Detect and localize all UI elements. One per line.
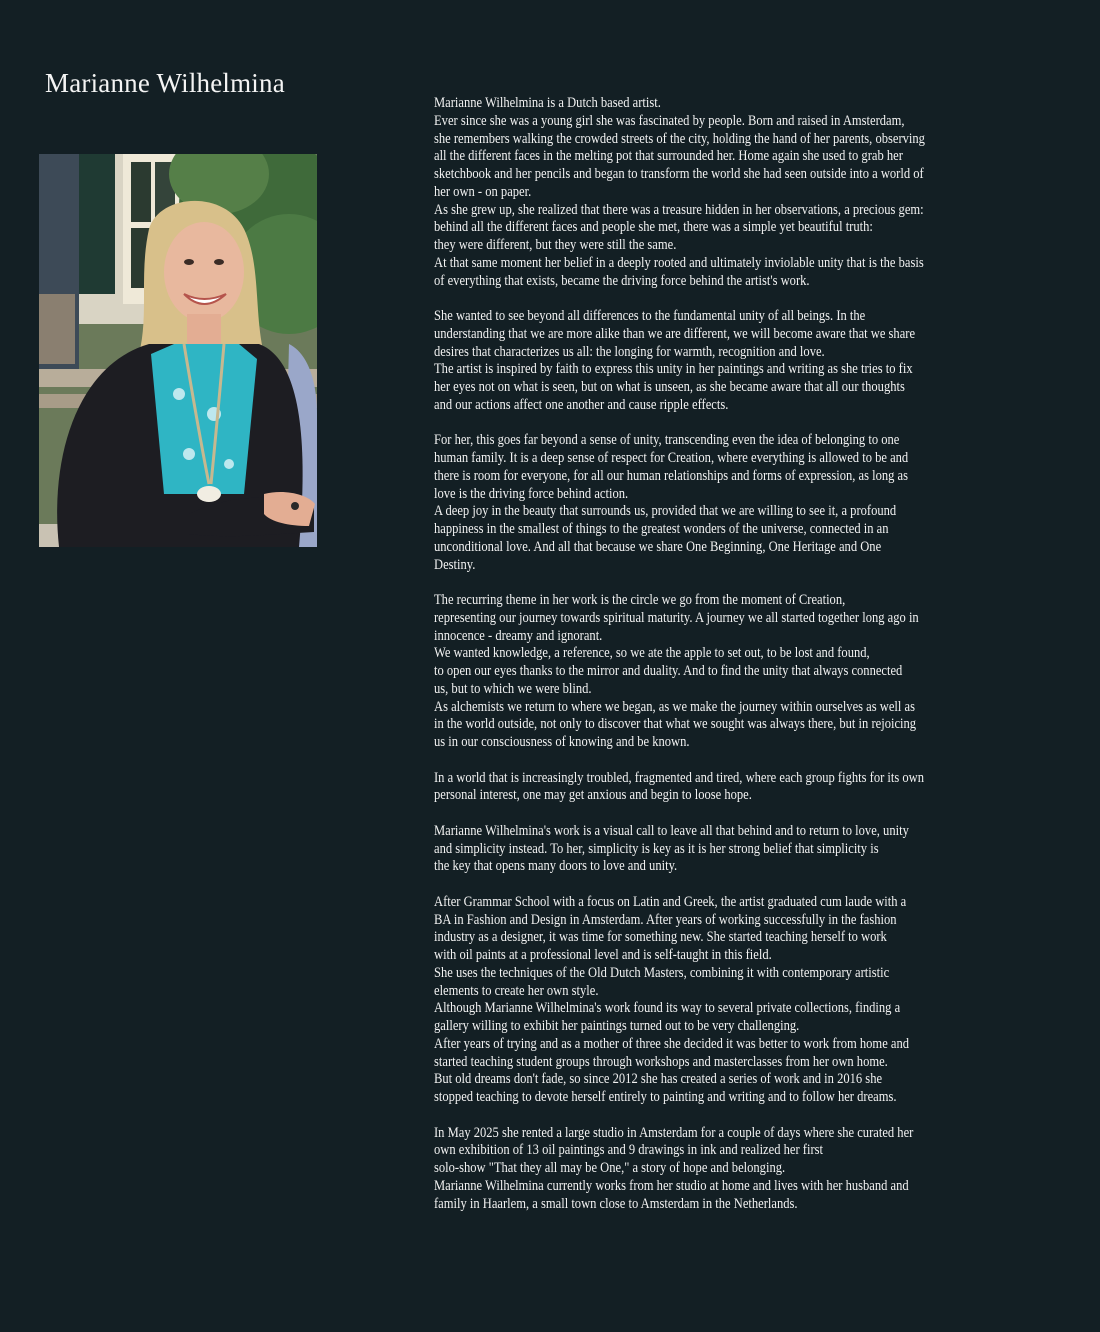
bio-line: Destiny. xyxy=(434,556,476,573)
bio-line: her eyes not on what is seen, but on what is unseen, as she became aware that all our thoughts xyxy=(434,379,905,395)
bio-line: all the different faces in the melting pot that surrounded her. Home again she used to grab her xyxy=(434,148,903,165)
bio-line: industry as a designer, it was time for something new. She started teaching herself to work xyxy=(434,929,887,946)
bio-line: Marianne Wilhelmina currently works from her studio at home and lives with her husband and xyxy=(434,1177,909,1194)
bio-line: understanding that we are more alike than we are different, we will become aware that we share xyxy=(434,325,916,342)
bio-line: Although Marianne Wilhelmina's work found its way to several private collections, finding a xyxy=(434,1000,901,1017)
bio-line: But old dreams don't fade, so since 2012 she has created a series of work and in 2016 she xyxy=(434,1071,883,1088)
bio-line: sketchbook and her pencils and began to transform the world she had seen outside into a world of xyxy=(434,166,924,182)
bio-line: In a world that is increasingly troubled, fragmented and tired, where each group fights for its own xyxy=(434,769,925,786)
bio-line: stopped teaching to devote herself entirely to painting and writing and to follow her dreams. xyxy=(434,1089,897,1105)
bio-line: representing our journey towards spiritual maturity. A journey we all started together long ago in xyxy=(434,609,919,626)
bio-line: As alchemists we return to where we began, as we make the journey within ourselves as well as xyxy=(434,698,915,715)
bio-line: unconditional love. And all that because we share One Beginning, One Heritage and One xyxy=(434,538,882,555)
bio-line: the key that opens many doors to love and unity. xyxy=(434,858,678,875)
bio-paragraph xyxy=(434,894,941,1107)
bio-line: to open our eyes thanks to the mirror and duality. And to find the unity that always connected xyxy=(434,663,903,679)
bio-line: and our actions affect one another and cause ripple effects. xyxy=(434,396,729,413)
bio-line: After years of trying and as a mother of three she decided it was better to work from home and xyxy=(434,1035,910,1052)
bio-line: of everything that exists, became the driving force behind the artist's work. xyxy=(434,272,810,289)
bio-line: behind all the different faces and people she met, there was a simple yet beautiful truth: xyxy=(434,219,873,236)
bio-paragraph xyxy=(434,770,941,806)
bio-line: She wanted to see beyond all differences to the fundamental unity of all beings. In the xyxy=(434,308,866,324)
bio-line: her own - on paper. xyxy=(434,183,532,200)
artist-portrait xyxy=(39,154,317,547)
bio-line: with oil paints at a professional level and is self-taught in this field. xyxy=(434,947,772,963)
bio-line: she remembers walking the crowded streets of the city, holding the hand of her parents, observing xyxy=(434,130,925,147)
bio-line: Ever since she was a young girl she was fascinated by people. Born and raised in Amsterdam, xyxy=(434,112,905,129)
bio-line: started teaching student groups through workshops and masterclasses from her own home. xyxy=(434,1053,888,1070)
bio-line: love is the driving force behind action. xyxy=(434,485,629,502)
bio-line: gallery willing to exhibit her paintings turned out to be very challenging. xyxy=(434,1018,800,1034)
bio-line: As she grew up, she realized that there was a treasure hidden in her observations, a precious gem: xyxy=(434,201,924,218)
bio-line: A deep joy in the beauty that surrounds us, provided that we are willing to see it, a profound xyxy=(434,503,897,520)
bio-line: She uses the techniques of the Old Dutch Masters, combining it with contemporary artistic xyxy=(434,964,890,981)
bio-line: BA in Fashion and Design in Amsterdam. After years of working successfully in the fashion xyxy=(434,911,897,928)
bio-line: For her, this goes far beyond a sense of unity, transcending even the idea of belonging to one xyxy=(434,432,900,449)
bio-paragraph xyxy=(434,823,941,876)
bio-line: own exhibition of 13 oil paintings and 9 drawings in ink and realized her first xyxy=(434,1142,824,1159)
artist-biography xyxy=(434,95,941,1213)
bio-paragraph xyxy=(434,95,941,290)
bio-line: desires that characterizes us all: the longing for warmth, recognition and love. xyxy=(434,343,825,360)
bio-paragraph xyxy=(434,592,941,752)
bio-paragraph xyxy=(434,308,941,415)
bio-line: they were different, but they were still the same. xyxy=(434,237,677,253)
bio-line: personal interest, one may get anxious and begin to loose hope. xyxy=(434,787,752,804)
bio-line: The recurring theme in her work is the circle we go from the moment of Creation, xyxy=(434,592,846,608)
bio-line: At that same moment her belief in a deeply rooted and ultimately inviolable unity that is the basis xyxy=(434,254,924,271)
bio-line: us in our consciousness of knowing and be known. xyxy=(434,734,690,750)
bio-line: Marianne Wilhelmina is a Dutch based artist. xyxy=(434,95,661,111)
bio-line: The artist is inspired by faith to express this unity in her paintings and writing as she tries to fix xyxy=(434,361,913,378)
bio-line: innocence - dreamy and ignorant. xyxy=(434,627,603,644)
portrait-photo-icon xyxy=(39,154,317,547)
bio-line: us, but to which we were blind. xyxy=(434,680,592,697)
bio-line: in the world outside, not only to discover that what we sought was always there, but in rejoicing xyxy=(434,716,917,733)
bio-line: family in Haarlem, a small town close to Amsterdam in the Netherlands. xyxy=(434,1195,798,1212)
bio-line: and simplicity instead. To her, simplicity is key as it is her strong belief that simplicity is xyxy=(434,840,879,857)
bio-line: there is room for everyone, for all our human relationships and forms of expression, as long as xyxy=(434,467,909,484)
bio-line: Marianne Wilhelmina's work is a visual call to leave all that behind and to return to love, unity xyxy=(434,822,909,839)
bio-line: In May 2025 she rented a large studio in Amsterdam for a couple of days where she curated her xyxy=(434,1124,914,1141)
bio-line: solo-show "That they all may be One," a story of hope and belonging. xyxy=(434,1160,786,1176)
bio-paragraph xyxy=(434,432,941,574)
bio-paragraph xyxy=(434,1125,941,1214)
bio-line: After Grammar School with a focus on Latin and Greek, the artist graduated cum laude with a xyxy=(434,893,907,910)
bio-line: elements to create her own style. xyxy=(434,982,599,999)
page-title: Marianne Wilhelmina xyxy=(45,68,285,98)
bio-line: We wanted knowledge, a reference, so we ate the apple to set out, to be lost and found, xyxy=(434,645,870,662)
bio-line: human family. It is a deep sense of respect for Creation, where everything is allowed to be and xyxy=(434,450,909,466)
bio-line: happiness in the smallest of things to the greatest wonders of the universe, connected in an xyxy=(434,521,889,537)
